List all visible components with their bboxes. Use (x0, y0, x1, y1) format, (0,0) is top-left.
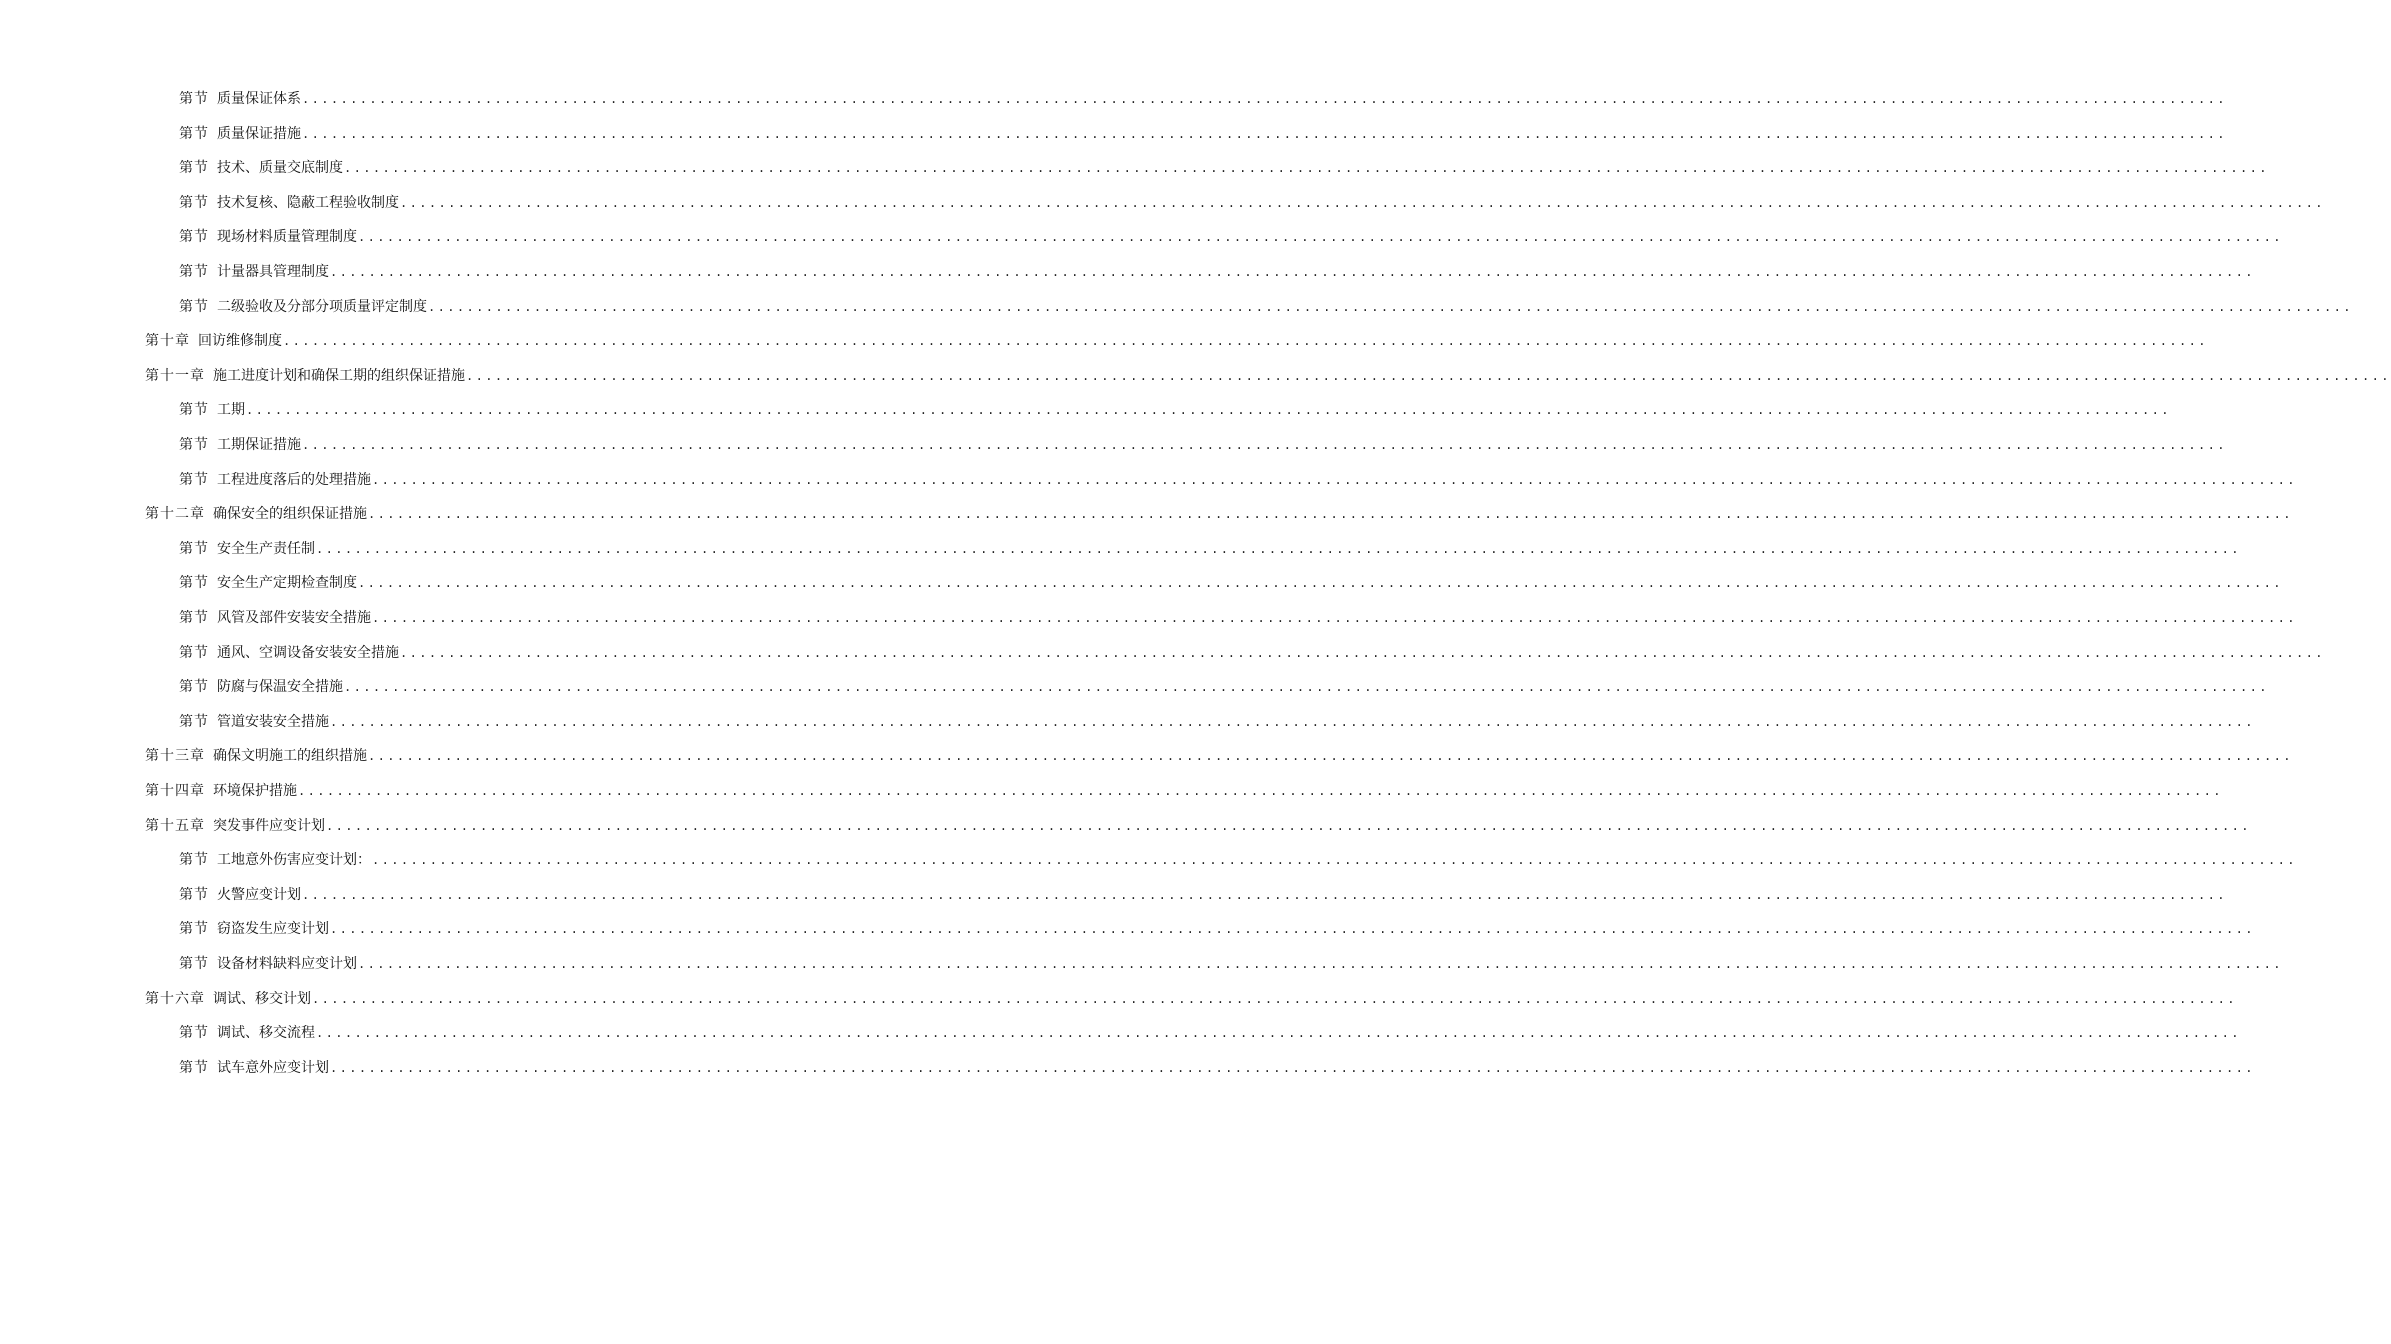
toc-entry-number: 第节 (179, 713, 209, 730)
toc-entry-title: 环境保护措施 (213, 783, 297, 799)
toc-entry-title: 火警应变计划 (217, 886, 301, 903)
toc-entry-title: 管道安装安全措施 (217, 713, 329, 730)
toc-entry-number: 第节 (179, 160, 209, 177)
toc-entry-number: 第十四章 (145, 783, 205, 799)
dot-leader: ........................................................................................................................................................................................................ (316, 1026, 2241, 1041)
toc-entry-title: 设备材料缺料应变计划 (217, 956, 357, 972)
dot-leader: ........................................................................................................................................................................................................ (302, 92, 2227, 106)
toc-section-entry (179, 1018, 2241, 1042)
toc-entry-title: 计量器具管理制度 (217, 264, 329, 280)
toc-chapter-entry (145, 741, 2293, 765)
dot-leader: ........................................................................................................................................................................................................ (368, 507, 2293, 522)
toc-chapter-entry (145, 984, 2237, 1008)
dot-leader: ........................................................................................................................................................................................................ (330, 265, 2255, 279)
toc-entry-title: 安全生产定期检查制度 (217, 575, 357, 592)
toc-entry-number: 第节 (179, 852, 209, 869)
toc-entry-title: 施工进度计划和确保工期的组织保证措施 (213, 367, 465, 384)
dot-leader: ........................................................................................................................................................................................................ (466, 368, 2391, 383)
toc-entry-number: 第节 (179, 437, 209, 453)
toc-entry-number: 第节 (179, 264, 209, 280)
dot-leader: ........................................................................................................................................................................................................ (372, 472, 2297, 487)
dot-leader: ........................................................................................................................................................................................................ (302, 887, 2227, 902)
toc-entry-title: 风管及部件安装安全措施 (217, 610, 371, 626)
toc-entry-title: 质量保证体系 (217, 91, 301, 107)
toc-section-entry (179, 153, 2269, 177)
toc-entry-number: 第节 (179, 471, 209, 488)
dot-leader: ........................................................................................................................................................................................................ (283, 334, 2208, 349)
toc-section-entry (179, 880, 2227, 904)
dot-leader: ........................................................................................................................................................................................................ (428, 299, 2353, 314)
toc-chapter-entry (145, 361, 2391, 385)
toc-entry-title: 工期 (217, 402, 245, 419)
toc-entry-title: 确保文明施工的组织措施 (213, 748, 367, 765)
dot-leader: ........................................................................................................................................................................................................ (358, 230, 2283, 245)
toc-entry-title: 通风、空调设备安装安全措施 (217, 644, 399, 661)
toc-entry-number: 第节 (179, 610, 209, 626)
toc-entry-title: 安全生产责任制 (217, 540, 315, 557)
dot-leader: ........................................................................................................................................................................................................ (358, 957, 2283, 971)
toc-entry-title: 回访维修制度 (198, 333, 282, 350)
dot-leader: ........................................................................................................................................................................................................ (372, 853, 2297, 868)
toc-entry-number: 第节 (179, 1025, 209, 1042)
toc-entry-number: 第十一章 (145, 367, 205, 384)
toc-section-entry (179, 603, 2297, 627)
toc-entry-number: 第十二章 (145, 506, 205, 523)
toc-entry-title: 试车意外应变计划 (217, 1059, 329, 1076)
toc-section-entry (179, 292, 2353, 316)
toc-chapter-entry (145, 499, 2293, 523)
toc-entry-title: 工程进度落后的处理措施 (217, 471, 371, 488)
toc-entry-number: 第十章 (145, 333, 190, 350)
toc-entry-title: 防腐与保温安全措施 (217, 679, 343, 696)
dot-leader: ........................................................................................................................................................................................................ (330, 714, 2255, 729)
dot-leader: ........................................................................................................................................................................................................ (330, 1060, 2255, 1075)
toc-entry-title: 质量保证措施 (217, 125, 301, 142)
toc-entry-title: 工地意外伤害应变计划： (217, 852, 371, 869)
toc-section-entry (179, 465, 2297, 489)
toc-entry-number: 第节 (179, 679, 209, 696)
toc-entry-number: 第节 (179, 1059, 209, 1076)
toc-section-entry (179, 914, 2255, 938)
toc-entry-title: 调试、移交流程 (217, 1025, 315, 1042)
toc-entry-number: 第节 (179, 229, 209, 246)
toc-chapter-entry (145, 811, 2251, 835)
dot-leader: ........................................................................................................................................................................................................ (368, 749, 2293, 764)
dot-leader: ........................................................................................................................................................................................................ (400, 645, 2325, 660)
toc-entry-number: 第节 (179, 194, 209, 211)
toc-section-entry (179, 638, 2325, 662)
toc-section-entry (179, 568, 2283, 592)
dot-leader: ........................................................................................................................................................................................................ (326, 818, 2251, 833)
toc-entry-number: 第十五章 (145, 817, 205, 834)
toc-section-entry (179, 845, 2297, 869)
toc-entry-title: 现场材料质量管理制度 (217, 229, 357, 246)
toc-entry-title: 技术复核、隐蔽工程验收制度 (217, 194, 399, 211)
toc-chapter-entry (145, 326, 2208, 350)
toc-section-entry (179, 257, 2255, 281)
dot-leader: ........................................................................................................................................................................................................ (344, 161, 2269, 176)
toc-entry-number: 第十六章 (145, 990, 205, 1007)
toc-section-entry (179, 949, 2283, 973)
toc-entry-title: 确保安全的组织保证措施 (213, 506, 367, 523)
dot-leader: ........................................................................................................................................................................................................ (358, 576, 2283, 591)
toc-section-entry (179, 188, 2325, 212)
dot-leader: ........................................................................................................................................................................................................ (400, 195, 2325, 210)
dot-leader: ........................................................................................................................................................................................................ (298, 784, 2223, 798)
toc-section-entry (179, 84, 2227, 108)
dot-leader: ........................................................................................................................................................................................................ (302, 438, 2227, 452)
toc-entry-number: 第节 (179, 298, 209, 315)
toc-entry-title: 突发事件应变计划 (213, 817, 325, 834)
toc-entry-number: 第节 (179, 921, 209, 938)
toc-entry-number: 第节 (179, 886, 209, 903)
dot-leader: ........................................................................................................................................................................................................ (302, 126, 2227, 141)
dot-leader: ........................................................................................................................................................................................................ (312, 991, 2237, 1006)
dot-leader: ........................................................................................................................................................................................................ (316, 541, 2241, 556)
toc-entry-title: 技术、质量交底制度 (217, 160, 343, 177)
toc-section-entry (179, 119, 2227, 143)
dot-leader: ........................................................................................................................................................................................................ (246, 403, 2171, 418)
toc-chapter-entry (145, 776, 2223, 800)
toc-section-entry (179, 707, 2255, 731)
toc-entry-title: 窃盗发生应变计划 (217, 921, 329, 938)
toc-entry-number: 第节 (179, 125, 209, 142)
toc-section-entry (179, 672, 2269, 696)
dot-leader: ........................................................................................................................................................................................................ (372, 611, 2297, 625)
toc-section-entry (179, 534, 2241, 558)
toc-section-entry (179, 1053, 2255, 1077)
toc-section-entry (179, 395, 2171, 419)
toc-entry-number: 第节 (179, 91, 209, 107)
toc-section-entry (179, 222, 2283, 246)
toc-entry-number: 第节 (179, 644, 209, 661)
toc-entry-number: 第节 (179, 956, 209, 972)
toc-entry-title: 工期保证措施 (217, 437, 301, 453)
toc-entry-title: 二级验收及分部分项质量评定制度 (217, 298, 427, 315)
toc-section-entry (179, 430, 2227, 454)
toc-entry-number: 第节 (179, 540, 209, 557)
toc-entry-number: 第节 (179, 575, 209, 592)
toc-entry-title: 调试、移交计划 (213, 990, 311, 1007)
dot-leader: ........................................................................................................................................................................................................ (330, 922, 2255, 937)
toc-entry-number: 第节 (179, 402, 209, 419)
toc-entry-number: 第十三章 (145, 748, 205, 765)
dot-leader: ........................................................................................................................................................................................................ (344, 680, 2269, 695)
